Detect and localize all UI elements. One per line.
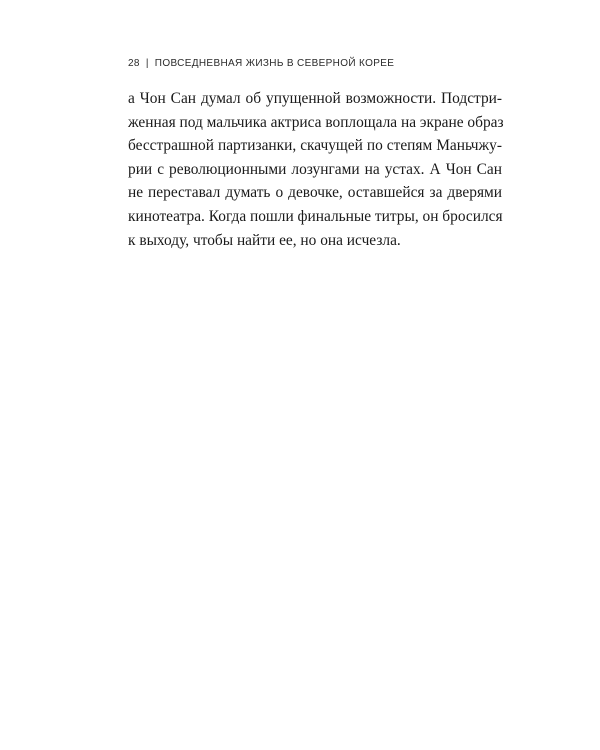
- header-separator: |: [145, 58, 149, 69]
- text-line: кинотеатра. Когда пошли финальные титры, он бросился: [128, 207, 503, 225]
- book-title: ПОВСЕДНЕВНАЯ ЖИЗНЬ В СЕВЕРНОЙ КОРЕЕ: [154, 58, 395, 69]
- running-head: [128, 58, 394, 69]
- text-line: бесстрашной партизанки, скачущей по степям Маньчжу-: [128, 137, 502, 155]
- text-line: а Чон Сан думал об упущенной возможности. Подстри-: [128, 90, 502, 107]
- text-line: рии с революционными лозунгами на устах. А Чон Сан: [128, 160, 502, 178]
- text-line: к выходу, чтобы найти ее, но она исчезла.: [128, 231, 401, 249]
- text-line: не переставал думать о девочке, оставшейся за дверями: [128, 184, 502, 202]
- text-line: женная под мальчика актриса воплощала на экране образ: [128, 113, 504, 131]
- page-number: 28: [128, 58, 140, 69]
- body-paragraph: [128, 87, 502, 252]
